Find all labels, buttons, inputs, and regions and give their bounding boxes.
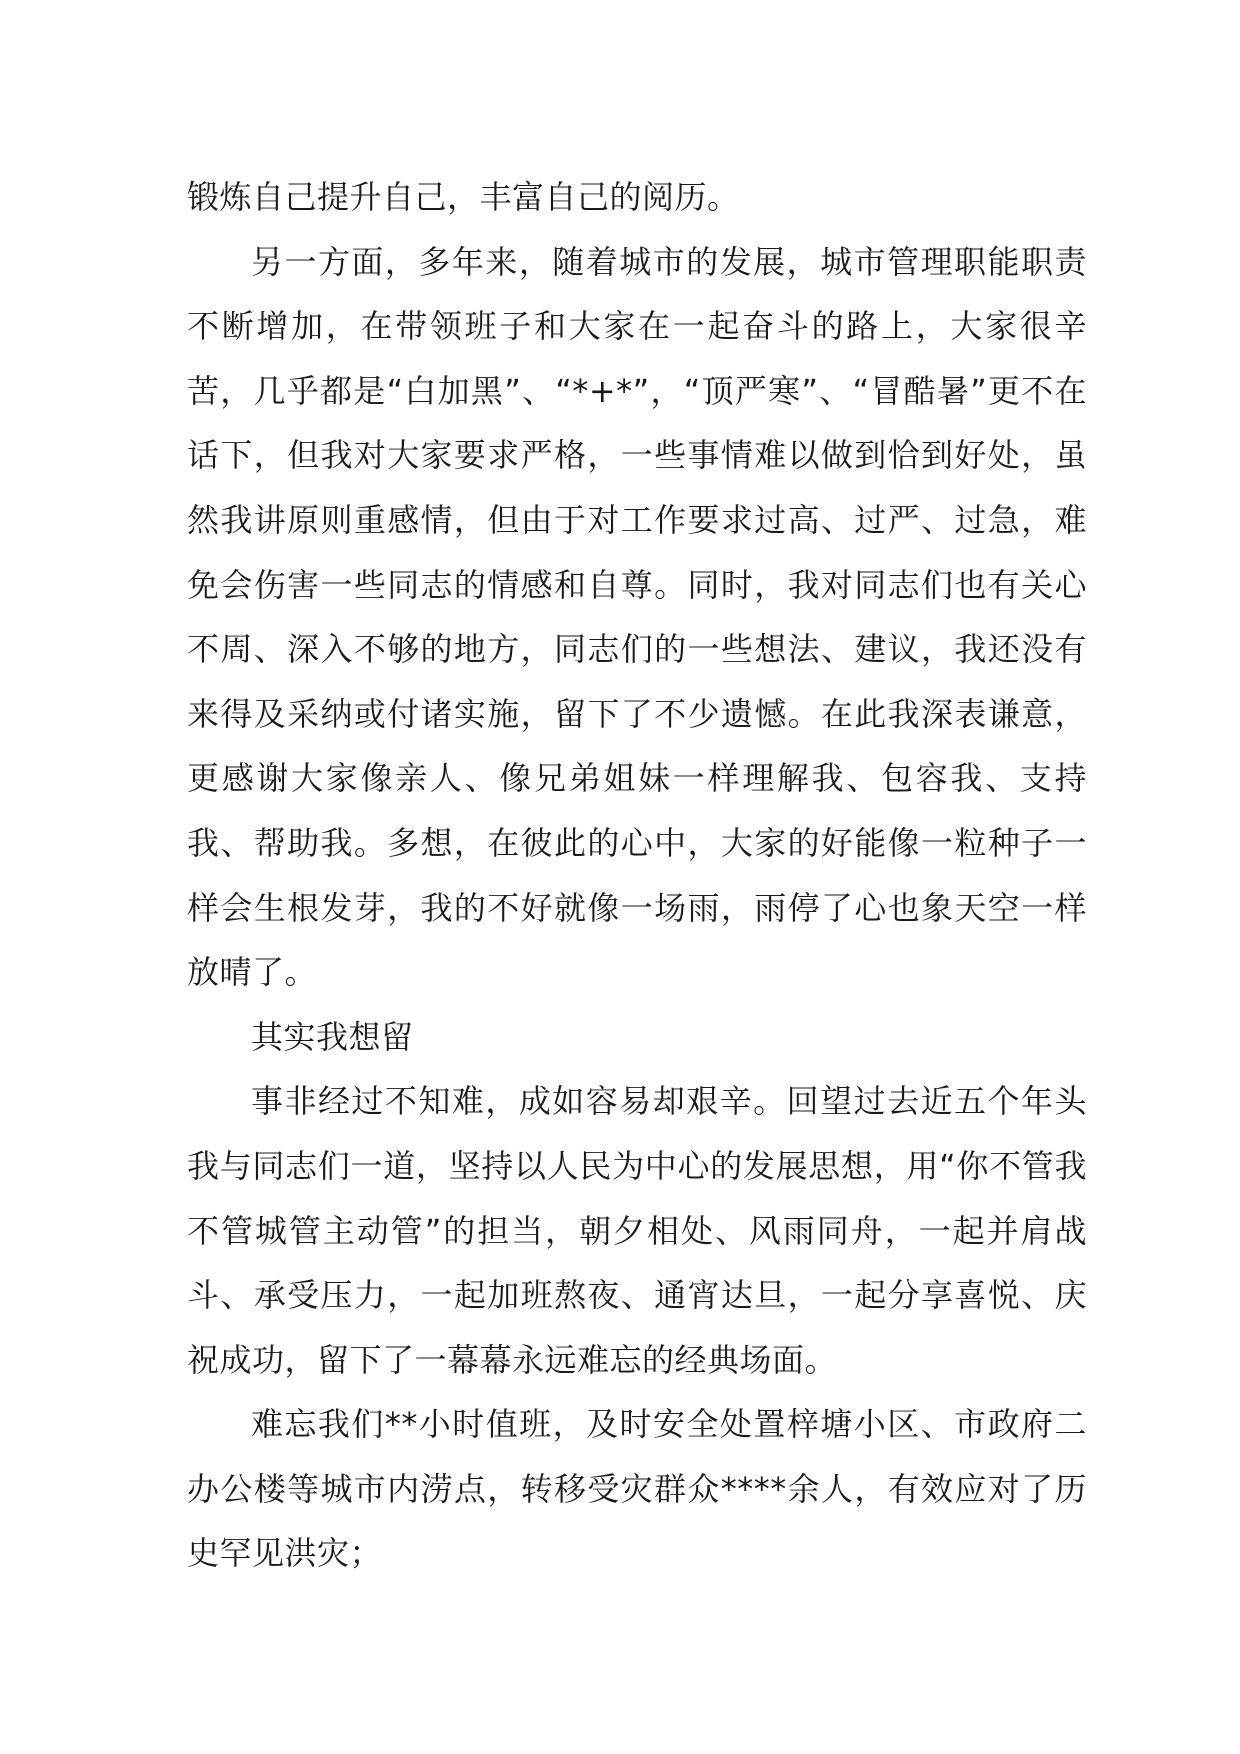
- body-text: [187, 165, 1087, 1586]
- section-heading: 其实我想留: [251, 1017, 414, 1056]
- paragraph-3: 事非经过不知难，成如容易却艰辛。回望过去近五个年头我与同志们一道，坚持以人民为中心的发展思想，用“你不管我不管城管主动管”的担当，朝夕相处、风雨同舟，一起并肩战斗、承受压力，一起加班熬夜、通宵达旦，一起分享喜悦、庆祝成功，留下了一幕幕永远难忘的经典场面。: [187, 1082, 1087, 1379]
- paragraph-2: 另一方面，多年来，随着城市的发展，城市管理职能职责不断增加，在带领班子和大家在一起奋斗的路上，大家很辛苦，几乎都是“白加黑”、“*+*”，“顶严寒”、“冒酷暑”更不在话下，但我对大家要求严格，一些事情难以做到恰到好处，虽然我讲原则重感情，但由于对工作要求过高、过严、过急，难免会伤害一些同志的情感和自尊。同时，我对同志们也有关心不周、深入不够的地方，同志们的一些想法、建议，我还没有来得及采纳或付诸实施，留下了不少遗憾。在此我深表谦意，更感谢大家像亲人、像兄弟姐妹一样理解我、包容我、支持我、帮助我。多想，在彼此的心中，大家的好能像一粒种子一样会生根发芽，我的不好就像一场雨，雨停了心也象天空一样放晴了。: [187, 242, 1087, 992]
- paragraph-4: 难忘我们**小时值班，及时安全处置梓塘小区、市政府二办公楼等城市内涝点，转移受灾群众****余人，有效应对了历史罕见洪灾；: [187, 1405, 1087, 1573]
- paragraph-1: 锻炼自己提升自己，丰富自己的阅历。: [187, 178, 740, 216]
